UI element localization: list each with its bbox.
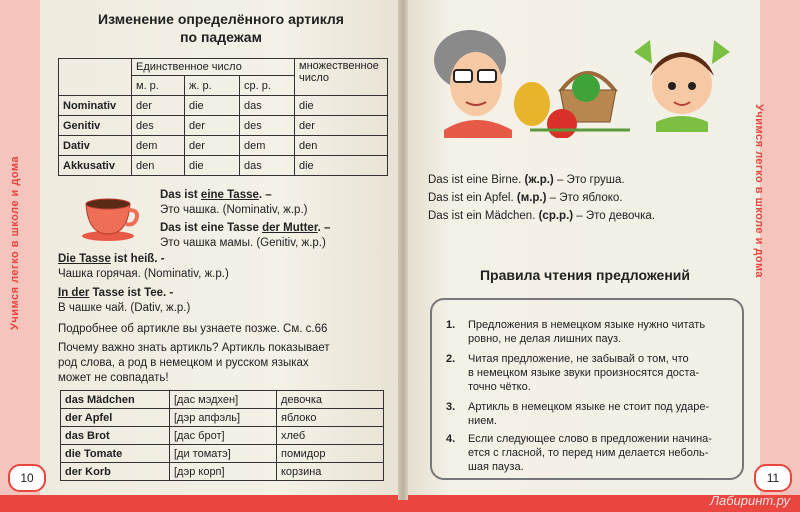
header-feminine: ж. р. bbox=[185, 76, 240, 96]
example-3 bbox=[58, 252, 229, 282]
question-line-3: может не совпадать! bbox=[58, 372, 169, 384]
sentence-3 bbox=[428, 209, 655, 224]
word-de: der Korb bbox=[61, 463, 170, 481]
sentence-1 bbox=[428, 173, 625, 188]
title-line-2: по падежам bbox=[180, 29, 262, 45]
question-paragraph bbox=[58, 341, 330, 386]
table-row bbox=[59, 96, 388, 116]
table-row bbox=[59, 136, 388, 156]
word-transcription: [дас брот] bbox=[170, 427, 277, 445]
article-declension-table bbox=[58, 58, 388, 176]
table-row bbox=[61, 445, 384, 463]
example-4-de: Tasse ist Tee. - bbox=[89, 287, 174, 299]
header-neuter: ср. р. bbox=[240, 76, 295, 96]
article-cell: die bbox=[295, 96, 388, 116]
article-cell: der bbox=[295, 116, 388, 136]
word-ru: яблоко bbox=[277, 409, 384, 427]
word-transcription: [дас мэдхен] bbox=[170, 391, 277, 409]
rule-line: ровно, не делая лишних пауз. bbox=[468, 333, 622, 345]
page-number-left: 10 bbox=[8, 464, 46, 492]
rule-line: Предложения в немецком языке нужно читать bbox=[468, 319, 706, 331]
example-1 bbox=[160, 188, 307, 218]
word-ru: девочка bbox=[277, 391, 384, 409]
table-corner-cell bbox=[59, 59, 132, 96]
example-4-underlined: In der bbox=[58, 287, 90, 299]
article-cell: den bbox=[295, 136, 388, 156]
word-transcription: [дэр корп] bbox=[170, 463, 277, 481]
rules-title: Правила чтения предложений bbox=[479, 267, 691, 283]
note-text: Подробнее об артикле вы узнаете позже. См. с.66 bbox=[58, 323, 328, 335]
article-cell: der bbox=[132, 96, 185, 116]
word-de: das Mädchen bbox=[61, 391, 170, 409]
word-de: das Brot bbox=[61, 427, 170, 445]
rule-line: шая пауза. bbox=[468, 461, 524, 473]
rules-box bbox=[430, 298, 744, 480]
example-4-ru: В чашке чай. (Dativ, ж.р.) bbox=[58, 302, 191, 314]
rule-item bbox=[446, 352, 736, 396]
word-ru: корзина bbox=[277, 463, 384, 481]
rule-line: в немецком языке звуки произносятся доста- bbox=[468, 367, 700, 379]
right-side-stripe bbox=[752, 0, 800, 495]
side-title-right: Учимся легко в школе и дома bbox=[752, 104, 765, 279]
page-number-right: 11 bbox=[754, 464, 792, 492]
article-cell: die bbox=[295, 156, 388, 176]
rule-line: Читая предложение, не забывай о том, что bbox=[468, 353, 689, 365]
rule-number: 4. bbox=[446, 433, 456, 445]
example-1-tail: . – bbox=[258, 189, 272, 201]
rule-item bbox=[446, 432, 736, 476]
header-plural: множественное число bbox=[295, 59, 388, 96]
article-cell: dem bbox=[240, 136, 295, 156]
example-3-ru: Чашка горячая. (Nominativ, ж.р.) bbox=[58, 268, 229, 280]
red-apple-icon bbox=[547, 109, 577, 138]
rule-line: точно чётко. bbox=[468, 381, 531, 393]
header-masculine: м. р. bbox=[132, 76, 185, 96]
example-2 bbox=[160, 221, 330, 251]
word-transcription: [дэр апфэль] bbox=[170, 409, 277, 427]
table-row bbox=[61, 463, 384, 481]
case-cell: Nominativ bbox=[59, 96, 132, 116]
article-cell: die bbox=[185, 96, 240, 116]
article-cell: das bbox=[240, 96, 295, 116]
example-4 bbox=[58, 286, 190, 316]
rule-line: Если следующее слово в предложении начина- bbox=[468, 433, 712, 445]
sentence-2 bbox=[428, 191, 623, 206]
word-ru: хлеб bbox=[277, 427, 384, 445]
rule-number: 1. bbox=[446, 319, 456, 331]
table-row bbox=[61, 409, 384, 427]
case-cell: Akkusativ bbox=[59, 156, 132, 176]
rule-number: 2. bbox=[446, 353, 456, 365]
word-transcription: [ди томатэ] bbox=[170, 445, 277, 463]
sentence-gender: (м.р.) bbox=[516, 192, 547, 204]
article-cell: der bbox=[185, 116, 240, 136]
question-line-2: род слова, а род в немецком и русском языках bbox=[58, 357, 309, 369]
table-row bbox=[59, 116, 388, 136]
example-3-de: ist heiß. - bbox=[110, 253, 165, 265]
green-apple-icon bbox=[572, 74, 600, 102]
grandmother-illustration bbox=[434, 30, 512, 138]
table-row bbox=[61, 391, 384, 409]
book-spine bbox=[398, 0, 408, 500]
article-cell: den bbox=[132, 156, 185, 176]
pear-icon bbox=[514, 82, 550, 126]
girl-illustration bbox=[634, 40, 730, 132]
rule-line: ется с гласной, то перед ним делается неболь- bbox=[468, 447, 709, 459]
page-title bbox=[60, 10, 382, 46]
example-1-de: Das ist bbox=[160, 189, 201, 201]
example-2-underlined: der Mutter bbox=[262, 222, 318, 234]
header-singular: Единственное число bbox=[132, 59, 295, 76]
question-line-1: Почему важно знать артикль? Артикль показывает bbox=[58, 342, 330, 354]
side-title-left: Учимся легко в школе и дома bbox=[9, 155, 21, 330]
article-cell: das bbox=[240, 156, 295, 176]
rule-item bbox=[446, 318, 736, 348]
sentence-gender: (ж.р.) bbox=[524, 174, 554, 186]
article-cell: des bbox=[132, 116, 185, 136]
sentence-de: Das ist ein Mädchen. bbox=[428, 210, 536, 222]
sentence-gender: (ср.р.) bbox=[538, 210, 574, 222]
rule-item bbox=[446, 400, 736, 430]
left-side-stripe bbox=[0, 0, 40, 495]
title-line-1: Изменение определённого артикля bbox=[98, 11, 344, 27]
table-row bbox=[61, 427, 384, 445]
table-row bbox=[59, 156, 388, 176]
article-cell: des bbox=[240, 116, 295, 136]
example-2-tail: . – bbox=[317, 222, 331, 234]
example-2-ru: Это чашка мамы. (Genitiv, ж.р.) bbox=[160, 237, 326, 249]
rule-line: нием. bbox=[468, 415, 497, 427]
sentence-de: Das ist eine Birne. bbox=[428, 174, 522, 186]
example-2-de: Das ist eine Tasse bbox=[160, 222, 263, 234]
sentence-ru: – Это яблоко. bbox=[549, 192, 623, 204]
rule-line: Артикль в немецком языке не стоит под ударе- bbox=[468, 401, 710, 413]
illustration-row bbox=[420, 18, 750, 138]
fruit-basket-illustration bbox=[514, 73, 630, 138]
sentence-de: Das ist ein Apfel. bbox=[428, 192, 514, 204]
article-cell: die bbox=[185, 156, 240, 176]
watermark: Лабиринт.ру bbox=[710, 493, 790, 508]
article-cell: dem bbox=[132, 136, 185, 156]
example-3-underlined: Die Tasse bbox=[58, 253, 111, 265]
sentence-ru: – Это девочка. bbox=[576, 210, 655, 222]
word-ru: помидор bbox=[277, 445, 384, 463]
article-cell: der bbox=[185, 136, 240, 156]
example-1-underlined: eine Tasse bbox=[200, 189, 259, 201]
word-de: der Apfel bbox=[61, 409, 170, 427]
case-cell: Genitiv bbox=[59, 116, 132, 136]
rule-number: 3. bbox=[446, 401, 456, 413]
word-de: die Tomate bbox=[61, 445, 170, 463]
example-1-ru: Это чашка. (Nominativ, ж.р.) bbox=[160, 204, 308, 216]
case-cell: Dativ bbox=[59, 136, 132, 156]
sentence-ru: – Это груша. bbox=[556, 174, 625, 186]
teacup-illustration bbox=[80, 192, 140, 242]
vocabulary-table bbox=[60, 390, 384, 481]
